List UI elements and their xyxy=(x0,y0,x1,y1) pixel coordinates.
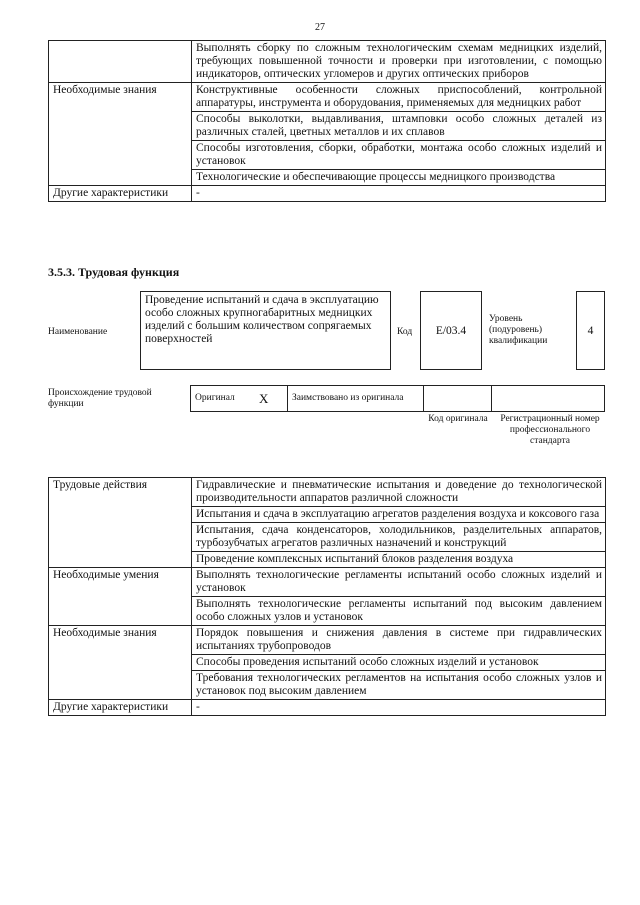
original-label: Оригинал xyxy=(191,386,241,412)
row-text: Конструктивные особенности сложных приспособлений, контрольной аппаратуры, инструмента и оборудования, применяемых для медницких работ xyxy=(192,83,606,112)
row-text: Выполнять технологические регламенты испытаний под высоким давлением особо сложных узлов и установок xyxy=(192,597,606,626)
registration-number-cell xyxy=(492,386,605,412)
original-mark: X xyxy=(241,386,288,412)
row-text: Порядок повышения и снижения давления в системе при гидравлических испытаниях трубопроводов xyxy=(192,626,606,655)
function-code-box: E/03.4 xyxy=(420,291,482,370)
row-text: Испытания и сдача в эксплуатацию агрегатов разделения воздуха и коксового газа xyxy=(192,507,606,523)
row-label: Трудовые действия xyxy=(49,478,192,568)
row-label: Другие характеристики xyxy=(49,700,192,716)
row-label: Другие характеристики xyxy=(49,186,192,202)
row-text: Выполнять технологические регламенты испытаний особо сложных изделий и установок xyxy=(192,568,606,597)
row-text: - xyxy=(192,700,606,716)
row-text: Способы проведения испытаний особо сложных изделий и установок xyxy=(192,655,606,671)
row-text: Испытания, сдача конденсаторов, холодильников, разделительных аппаратов, турбозубчатых агрегатов различных назначений и конструкций xyxy=(192,523,606,552)
code-label: Код xyxy=(397,327,413,337)
table-row xyxy=(49,478,606,507)
name-label: Наименование xyxy=(48,327,108,337)
section-title: 3.5.3. Трудовая функция xyxy=(48,265,180,279)
function-level-box: 4 xyxy=(576,291,605,370)
page-number: 27 xyxy=(315,22,325,33)
row-text: Проведение комплексных испытаний блоков разделения воздуха xyxy=(192,552,606,568)
code-original-caption: Код оригинала xyxy=(428,414,488,424)
row-text: Требования технологических регламентов на испытания особо сложных узлов и установок под высоким давлением xyxy=(192,671,606,700)
row-text: Выполнять сборку по сложным технологическим схемам медницких изделий, требующих повышенной точности и проверки при изготовлении, с помощью индикаторов, оптических угломеров и других оптических приборов xyxy=(192,41,606,83)
origin-table xyxy=(190,385,605,412)
skills-table-continued xyxy=(48,40,606,202)
row-text: - xyxy=(192,186,606,202)
row-label xyxy=(49,41,192,83)
table-row xyxy=(49,186,606,202)
table-row xyxy=(49,626,606,655)
function-name-box: Проведение испытаний и сдача в эксплуатацию особо сложных крупногабаритных медницких изделий с большим количеством сопрягаемых поверхностей xyxy=(140,291,391,370)
table-row xyxy=(49,41,606,83)
level-label: Уровень (подуровень) квалификации xyxy=(489,314,548,346)
original-code-cell xyxy=(424,386,492,412)
row-label: Необходимые знания xyxy=(49,626,192,700)
origin-label: Происхождение трудовой функции xyxy=(48,388,152,409)
row-text: Способы выколотки, выдавливания, штамповки особо сложных деталей из различных сталей, цветных металлов и их сплавов xyxy=(192,112,606,141)
row-text: Гидравлические и пневматические испытания и доведение до технологической производительности аппаратов различной сложности xyxy=(192,478,606,507)
row-text: Способы изготовления, сборки, обработки, монтажа особо сложных изделий и установок xyxy=(192,141,606,170)
row-label: Необходимые умения xyxy=(49,568,192,626)
row-text: Технологические и обеспечивающие процессы медницкого производства xyxy=(192,170,606,186)
row-label: Необходимые знания xyxy=(49,83,192,186)
registration-caption: Регистрационный номер профессионального стандарта xyxy=(500,414,600,446)
table-row xyxy=(49,83,606,112)
labor-function-table xyxy=(48,477,606,716)
table-row xyxy=(49,568,606,597)
borrowed-label: Заимствовано из оригинала xyxy=(288,386,424,412)
table-row xyxy=(49,700,606,716)
